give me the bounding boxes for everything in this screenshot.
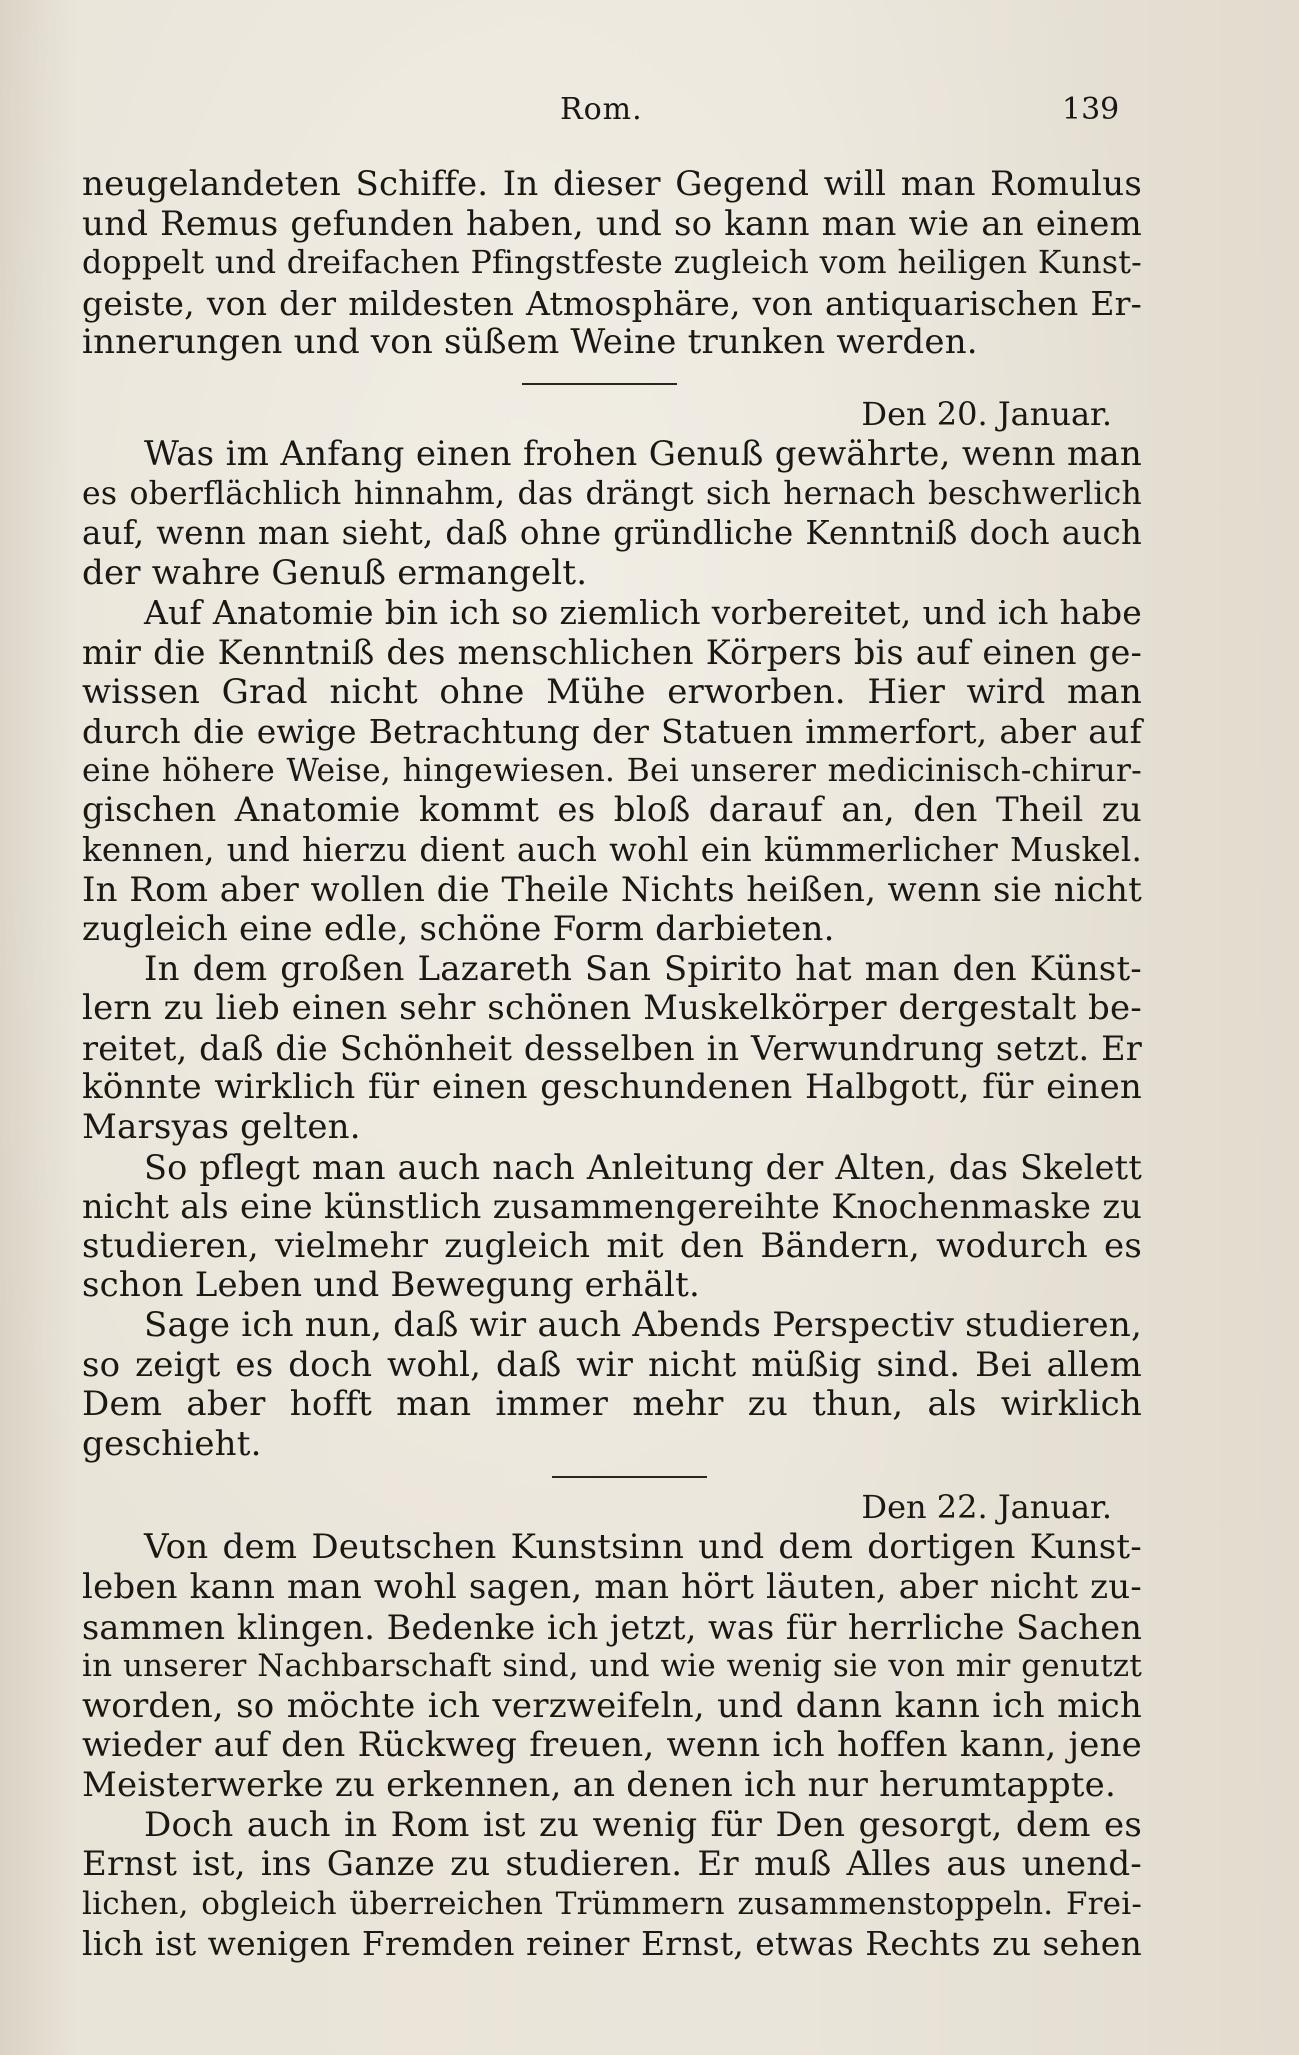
text-line: der wahre Genuß ermangelt.	[82, 552, 588, 593]
text-line: So pflegt man auch nach Anleitung der Alten, das Skelett	[144, 1147, 1142, 1187]
text-line: es oberflächlich hinnahm, das drängt sich hernach beschwerlich	[82, 475, 1142, 512]
text-line: gischen Anatomie kommt es bloß darauf an, den Theil zu	[82, 790, 1142, 831]
text-line: Marsyas gelten.	[82, 1107, 361, 1148]
paragraph	[82, 1306, 1142, 1464]
text-line: schon Leben und Bewegung erhält.	[82, 1265, 700, 1306]
text-line: innerungen und von süßem Weine trunken werden.	[82, 322, 978, 363]
text-line: wieder auf den Rückweg freuen, wenn ich hoffen kann, jene	[82, 1725, 1142, 1766]
text-line: reitet, daß die Schönheit desselben in Verwundrung setzt. Er	[82, 1028, 1142, 1068]
text-line: Meisterwerke zu erkennen, an denen ich nur herumtappte.	[82, 1764, 1116, 1805]
text-line: könnte wirklich für einen geschundenen Halbgott, für einen	[82, 1067, 1142, 1108]
paragraph	[82, 165, 1142, 363]
text-line: Ernst ist, ins Ganze zu studieren. Er muß Alles aus unend-	[82, 1844, 1142, 1885]
text-line: mir die Kenntniß des menschlichen Körpers bis auf einen ge-	[82, 632, 1142, 672]
text-line: in unserer Nachbarschaft sind, und wie wenig sie von mir genutzt	[82, 1648, 1142, 1685]
text-line: wissen Grad nicht ohne Mühe erworben. Hier wird man	[82, 671, 1142, 712]
text-line: In Rom aber wollen die Theile Nichts heißen, wenn sie nicht	[82, 869, 1142, 910]
text-line: kennen, und hierzu dient auch wohl ein kümmerlicher Muskel.	[82, 830, 1142, 869]
text-line: lern zu lieb einen sehr schönen Muskelkörper dergestalt be-	[82, 988, 1142, 1029]
text-line: Sage ich nun, daß wir auch Abends Perspectiv studieren,	[144, 1305, 1142, 1346]
text-line: studieren, vielmehr zugleich mit den Bändern, wodurch es	[82, 1225, 1142, 1266]
dateline: Den 22. Januar.	[861, 1488, 1112, 1527]
text-line: eine höhere Weise, hingewiesen. Bei unserer medicinisch-chirur-	[82, 752, 1142, 789]
text-line: In dem großen Lazareth San Spirito hat man den Künst-	[144, 948, 1142, 989]
paragraph	[82, 1148, 1142, 1306]
text-line: doppelt und dreifachen Pfingstfeste zugleich vom heiligen Kunst-	[82, 245, 1142, 282]
paragraph	[82, 1528, 1142, 1805]
paragraph	[82, 435, 1142, 593]
text-line: Doch auch in Rom ist zu wenig für Den gesorgt, dem es	[144, 1804, 1142, 1845]
text-line: lich ist wenigen Fremden reiner Ernst, etwas Rechts zu sehen	[82, 1924, 1142, 1964]
text-line: durch die ewige Betrachtung der Statuen immerfort, aber auf	[82, 712, 1142, 752]
page-header	[0, 92, 1299, 132]
text-line: Von dem Deutschen Kunstsinn und dem dortigen Kunst-	[144, 1527, 1142, 1568]
text-line: lichen, obgleich überreichen Trümmern zusammenstoppeln. Frei-	[82, 1885, 1142, 1922]
paragraph	[82, 1806, 1142, 1964]
text-line: worden, so möchte ich verzweifeln, und dann kann ich mich	[82, 1685, 1142, 1726]
section-divider-row	[82, 1468, 1142, 1486]
text-line: geschieht.	[82, 1423, 262, 1464]
text-line: Auf Anatomie bin ich so ziemlich vorbereitet, und ich habe	[144, 593, 1142, 633]
paragraph	[82, 593, 1142, 949]
text-line: so zeigt es doch wohl, daß wir nicht müßig sind. Bei allem	[82, 1344, 1142, 1385]
section-divider	[522, 383, 677, 385]
text-line: und Remus gefunden haben, und so kann man wie an einem	[82, 203, 1142, 244]
section-divider	[552, 1476, 707, 1478]
text-line: neugelandeten Schiffe. In dieser Gegend will man Romulus	[82, 164, 1142, 204]
text-line: Was im Anfang einen frohen Genuß gewährte, wenn man	[144, 433, 1142, 474]
page-body	[82, 165, 1142, 1964]
page-number: 139	[1062, 92, 1120, 127]
text-line: auf, wenn man sieht, daß ohne gründliche Kenntniß doch auch	[82, 514, 1142, 553]
running-head: Rom.	[560, 92, 643, 127]
paragraph	[82, 950, 1142, 1148]
text-line: geiste, von der mildesten Atmosphäre, von antiquarischen Er-	[82, 283, 1142, 323]
text-line: nicht als eine künstlich zusammengereihte Knochenmaske zu	[82, 1187, 1142, 1227]
text-line: sammen klingen. Bedenke ich jetzt, was für herrliche Sachen	[82, 1607, 1142, 1647]
dateline: Den 20. Januar.	[861, 394, 1112, 433]
text-line: leben kann man wohl sagen, man hört läuten, aber nicht zu-	[82, 1567, 1142, 1607]
text-line: zugleich eine edle, schöne Form darbieten.	[82, 909, 835, 950]
section-divider-row	[82, 375, 1142, 393]
text-line: Dem aber hofft man immer mehr zu thun, als wirklich	[82, 1384, 1142, 1425]
